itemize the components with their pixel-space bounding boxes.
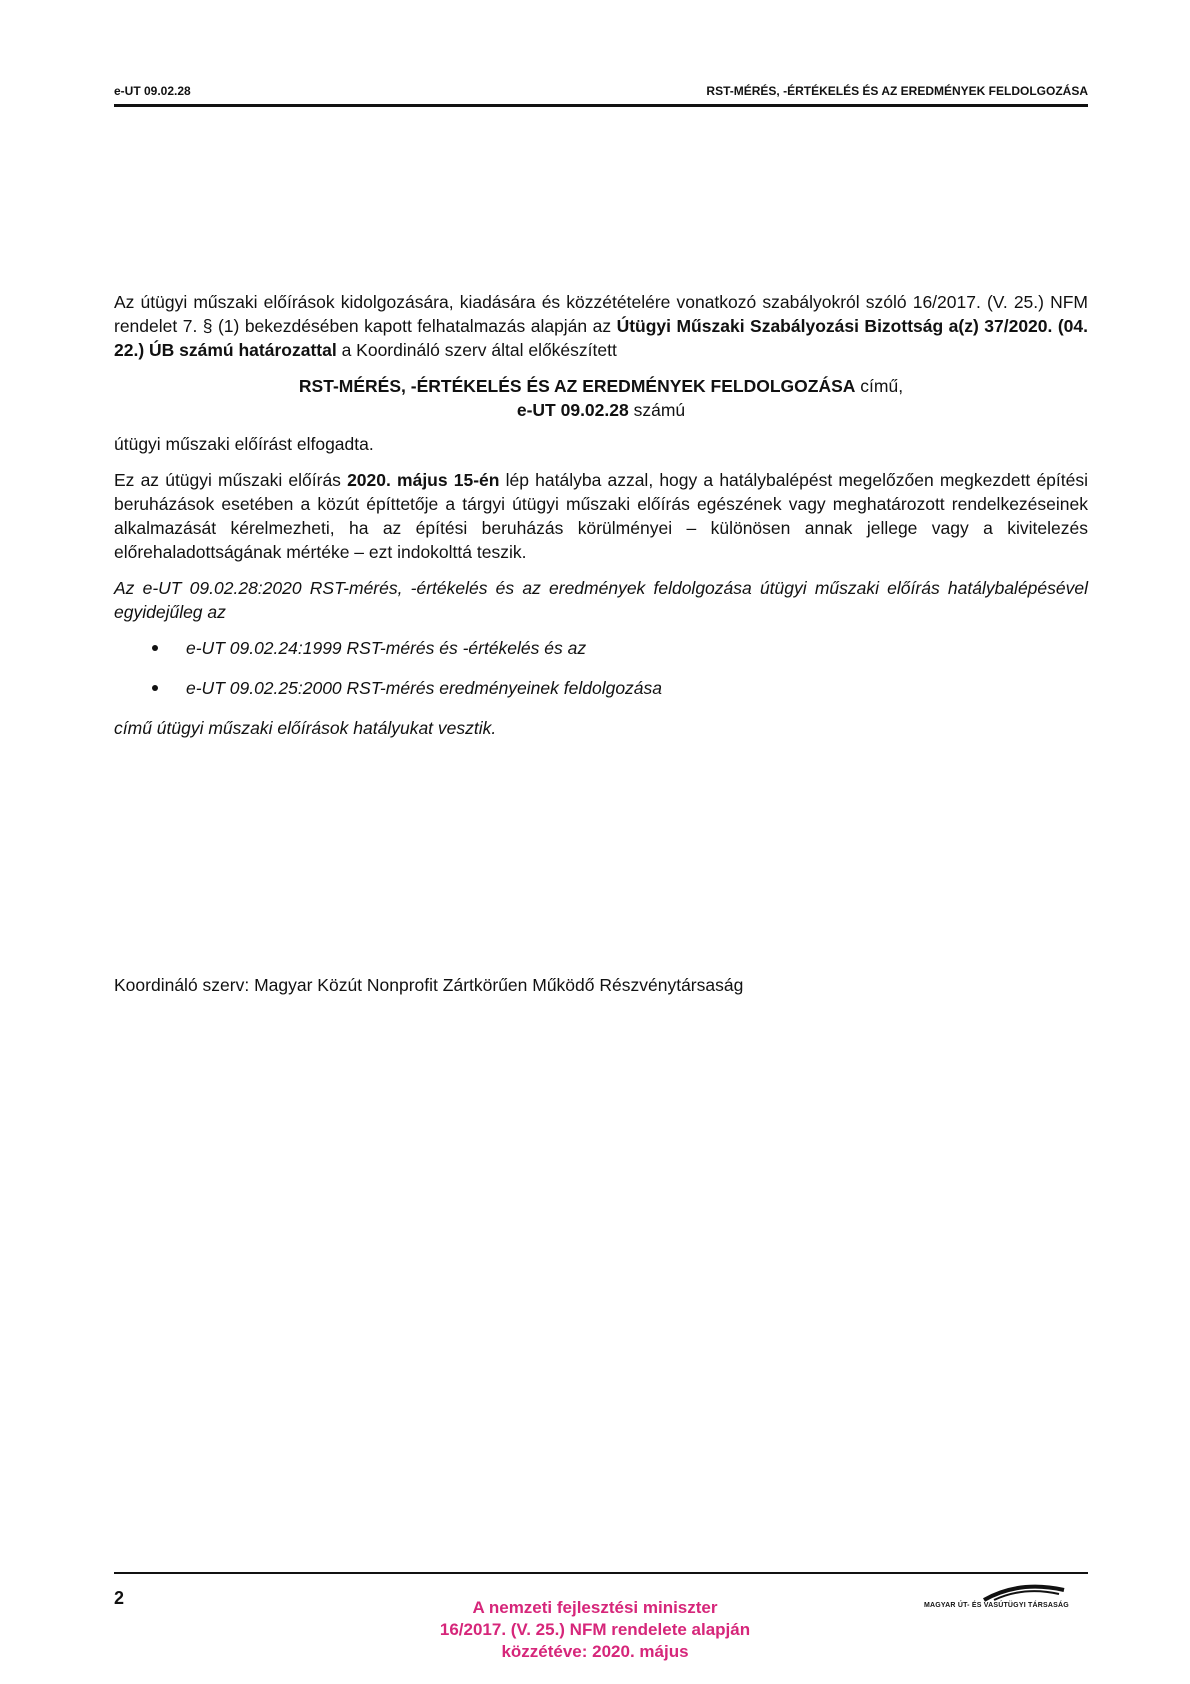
repeal-outro: című útügyi műszaki előírások hatályukat vesztik. (114, 718, 497, 738)
publication-note-line: A nemzeti fejlesztési miniszter (472, 1598, 718, 1617)
bullet-icon (152, 685, 158, 691)
list-item-text: e-UT 09.02.24:1999 RST-mérés és -értékelés és az (186, 638, 587, 658)
intro-bold: Útügyi Műszaki Szabályozási Bizottság a(z) 37/2020. (04. 22.) ÚB számú határozattal (114, 316, 1088, 360)
effective-paragraph (114, 468, 1088, 564)
header-doc-code: e-UT 09.02.28 (114, 84, 191, 98)
page-header (114, 84, 1088, 107)
effective-text-1: Ez az útügyi műszaki előírás (114, 470, 348, 490)
list-item-text: e-UT 09.02.25:2000 RST-mérés eredményeinek feldolgozása (186, 678, 663, 698)
effective-text-2: lép hatályba azzal, hogy a hatálybalépést megelőzően megkezdett építési beruházások esetében a közút építtetője a tárgyi útügyi műszaki előírás egészének vagy meghatározott rendelkezéseinek alkalmazását kérelmezheti, ha az építési beruházás körülményei – különösen annak jellege vagy a kivitelezés előrehaladottságának mértéke – ezt indokolttá teszik. (114, 470, 1089, 562)
effective-date: 2020. május 15-én (347, 470, 500, 490)
coordinator-line: Koordináló szerv: Magyar Közút Nonprofit Zártkörűen Működő Részvénytársaság (114, 975, 744, 995)
intro-text-1: Az útügyi műszaki előírások kidolgozására, kiadására és közzétételére vonatkozó szabályokról szóló 16/2017. (V. 25.) NFM rendelet 7. § (1) bekezdésében kapott felhatalmazás alapján az (114, 292, 1088, 336)
intro-paragraph (114, 290, 1088, 362)
page-number: 2 (114, 1588, 125, 1608)
document-title (114, 374, 1088, 422)
road-arc-icon (924, 1580, 1088, 1602)
intro-text-2: a Koordináló szerv által előkészített (336, 340, 617, 360)
title-main: RST-MÉRÉS, -ÉRTÉKELÉS ÉS AZ EREDMÉNYEK FELDOLGOZÁSA (298, 376, 856, 396)
logo-text: MAGYAR ÚT- ÉS VASÚTÜGYI TÁRSASÁG (924, 1602, 1069, 1609)
list-item (114, 676, 1088, 700)
header-doc-title: RST-MÉRÉS, -ÉRTÉKELÉS ÉS AZ EREDMÉNYEK FELDOLGOZÁSA (706, 84, 1088, 98)
publication-note-line: közzétéve: 2020. május (501, 1642, 689, 1661)
document-body (114, 290, 1088, 752)
title-code-suffix: számú (628, 400, 686, 420)
publication-note (395, 1597, 795, 1663)
bullet-icon (152, 645, 158, 651)
accepted-paragraph: útügyi műszaki előírást elfogadta. (114, 434, 374, 454)
title-suffix: című, (855, 376, 904, 396)
repeal-intro: Az e-UT 09.02.28:2020 RST-mérés, -értékelés és az eredmények feldolgozása útügyi műszaki előírás hatálybalépésével egyidejűleg az (114, 578, 1088, 622)
society-logo (924, 1580, 1088, 1618)
publication-note-line: 16/2017. (V. 25.) NFM rendelete alapján (439, 1620, 751, 1639)
list-item (114, 636, 1088, 660)
title-code: e-UT 09.02.28 (516, 400, 629, 420)
repealed-list (114, 636, 1088, 700)
footer-divider (114, 1572, 1088, 1574)
